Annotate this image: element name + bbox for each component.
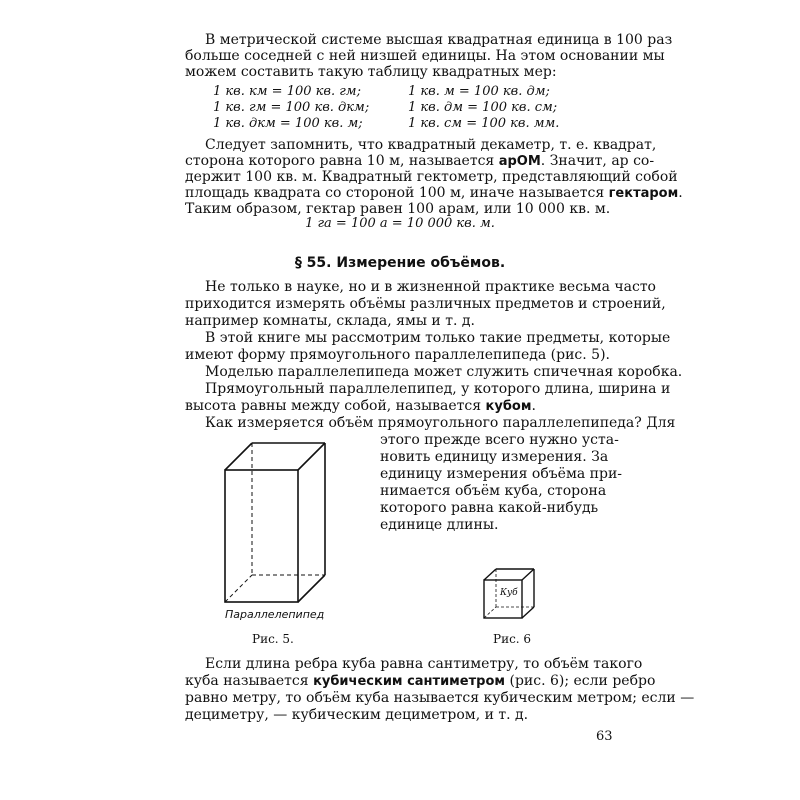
table-left-1: 1 кв. км = 100 кв. гм;: [213, 84, 361, 99]
table-right-1: 1 кв. м = 100 кв. дм;: [408, 84, 550, 99]
para3-line10: этого прежде всего нужно уста-: [380, 432, 619, 448]
parallelepiped-figure: [210, 428, 330, 618]
table-right-2: 1 кв. дм = 100 кв. см;: [408, 100, 558, 115]
para2-line2: сторона которого равна 10 м, называется арОМ. Значит, ар со-: [185, 153, 655, 169]
table-left-3: 1 кв. дкм = 100 кв. м;: [213, 116, 363, 131]
para3-line15: единице длины.: [380, 517, 499, 533]
para3-line8: высота равны между собой, называется кубом.: [185, 398, 536, 414]
parallelepiped-label: Параллелепипед: [225, 608, 325, 621]
para4-line3: равно метру, то объём куба называется кубическим метром; если —: [185, 690, 695, 706]
para3-line7: Прямоугольный параллелепипед, у которого длина, ширина и: [205, 381, 671, 397]
term-ar: арОМ: [498, 154, 541, 169]
para3-line13: нимается объём куба, сторона: [380, 483, 607, 499]
para2-line5: Таким образом, гектар равен 100 арам, или 10 000 кв. м.: [185, 201, 611, 217]
term-cubic-cm: кубическим сантиметром: [313, 674, 506, 689]
table-right-3: 1 кв. см = 100 кв. мм.: [408, 116, 560, 131]
para3-line3: например комнаты, склада, ямы и т. д.: [185, 313, 475, 329]
cube-label: Куб: [500, 588, 518, 598]
para2-line1: Следует запомнить, что квадратный декаметр, т. е. квадрат,: [205, 137, 657, 153]
para2-line3: держит 100 кв. м. Квадратный гектометр, представляющий собой: [185, 169, 678, 185]
para2-line4: площадь квадрата со стороной 100 м, иначе называется гектаром.: [185, 185, 683, 201]
hectare-formula: 1 га = 100 а = 10 000 кв. м.: [305, 216, 495, 231]
para1-line2: больше соседней с ней низшей единицы. На этом основании мы: [185, 48, 665, 64]
para1-line1: В метрической системе высшая квадратная единица в 100 раз: [205, 32, 673, 48]
para3-line11: новить единицу измерения. За: [380, 449, 609, 465]
figure-6-caption: Рис. 6: [493, 632, 532, 646]
para3-line2: приходится измерять объёмы различных предметов и строений,: [185, 296, 666, 312]
para3-line4: В этой книге мы рассмотрим только такие предметы, которые: [205, 330, 671, 346]
term-cube: кубом: [485, 399, 532, 414]
table-left-2: 1 кв. гм = 100 кв. дкм;: [213, 100, 370, 115]
para3-line5: имеют форму прямоугольного параллелепипеда (рис. 5).: [185, 347, 610, 363]
figure-5-caption: Рис. 5.: [252, 632, 294, 646]
para3-line1: Не только в науке, но и в жизненной практике весьма часто: [205, 279, 656, 295]
page-number: 63: [596, 729, 613, 744]
para4-line2: куба называется кубическим сантиметром (рис. 6); если ребро: [185, 673, 656, 689]
para4-line1: Если длина ребра куба равна сантиметру, то объём такого: [205, 656, 643, 672]
para4-line4: дециметру, — кубическим дециметром, и т. д.: [185, 707, 529, 723]
term-hectare: гектаром: [608, 186, 679, 201]
para3-line9: Как измеряется объём прямоугольного параллелепипеда? Для: [205, 415, 676, 431]
para3-line12: единицу измерения объёма при-: [380, 466, 623, 482]
section-heading: § 55. Измерение объёмов.: [294, 255, 506, 271]
para3-line6: Моделью параллелепипеда может служить спичечная коробка.: [205, 364, 683, 380]
para1-line3: можем составить такую таблицу квадратных мер:: [185, 64, 557, 80]
para3-line14: которого равна какой-нибудь: [380, 500, 599, 516]
